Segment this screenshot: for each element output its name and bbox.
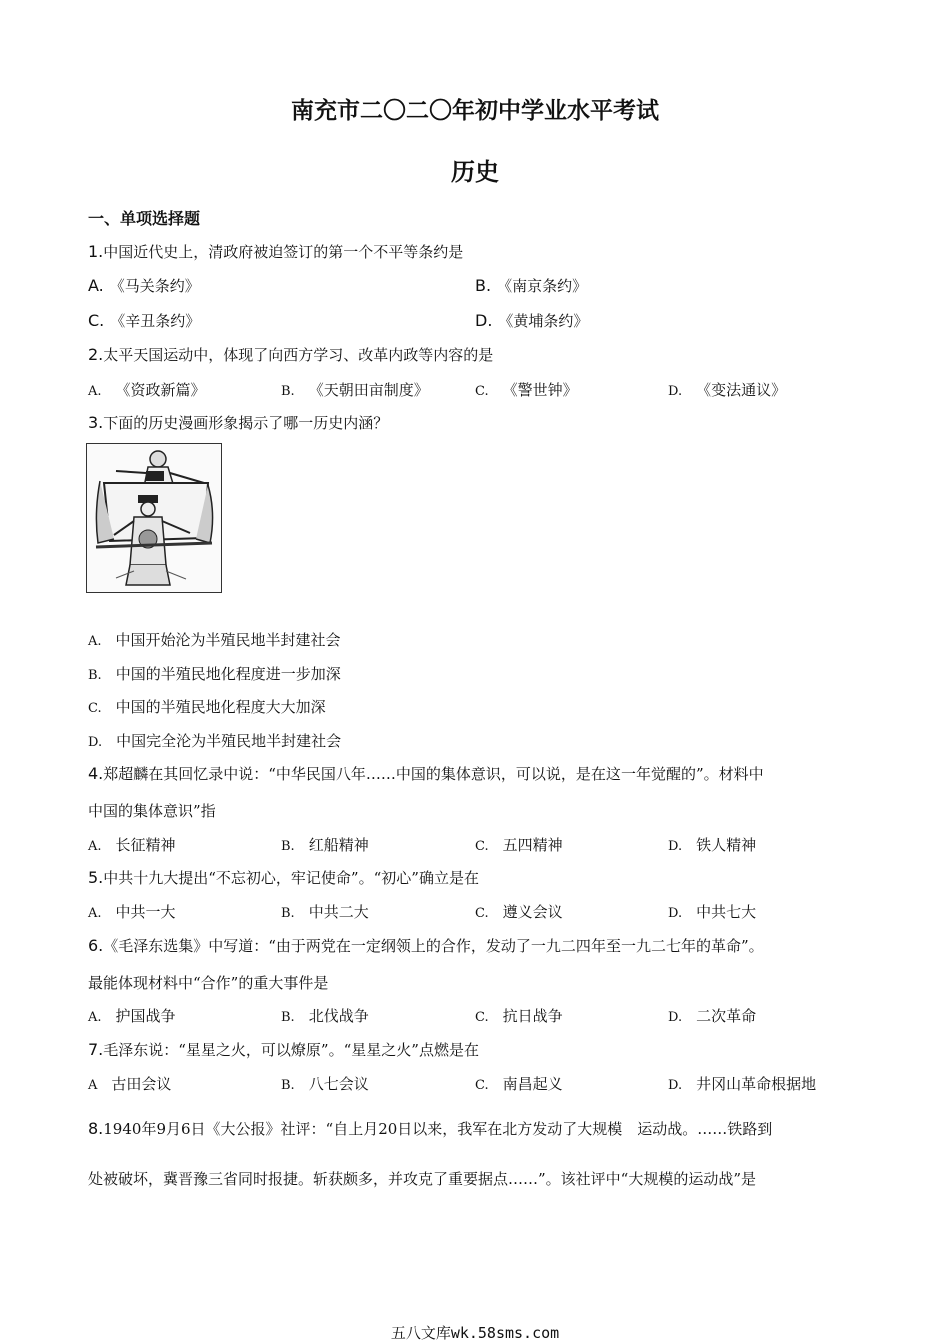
q5-option-d: D. 中共七大 <box>668 903 757 921</box>
q6-option-c: C. 抗日战争 <box>475 1007 563 1025</box>
q7-option-c: C. 南昌起义 <box>475 1075 563 1093</box>
q2-option-c: C. 《警世钟》 <box>475 381 578 399</box>
q3-option-b: B. 中国的半殖民地化程度进一步加深 <box>88 665 341 683</box>
question-1 <box>88 241 463 262</box>
q2-option-a: A. 《资政新篇》 <box>88 381 206 399</box>
q3-option-a: A. 中国开始沦为半殖民地半封建社会 <box>88 631 341 649</box>
exam-title: 南充市二〇二〇年初中学业水平考试 <box>291 98 659 124</box>
question-number: 1. <box>88 242 104 261</box>
subject-title: 历史 <box>451 158 499 186</box>
q7-option-b: B. 八七会议 <box>281 1075 369 1093</box>
section-heading: 一、单项选择题 <box>88 209 201 228</box>
question-number: 5. <box>88 868 104 887</box>
question-number: 3. <box>88 413 104 432</box>
question-6-continued: 最能体现材料中“合作”的重大事件是 <box>88 974 329 992</box>
question-text: 毛泽东说：“星星之火，可以燎原”。“星星之火”点燃是在 <box>103 1041 479 1059</box>
question-6 <box>88 935 764 956</box>
q2-option-b: B. 《天朝田亩制度》 <box>281 381 429 399</box>
question-4-continued: 中国的集体意识”指 <box>88 802 216 820</box>
history-cartoon-image <box>86 443 222 593</box>
question-text: 1940年9月6日《大公报》社评：“自上月20日以来，我军在北方发动了大规模 运动战。……铁路到 <box>103 1120 773 1138</box>
q2-option-d: D. 《变法通议》 <box>668 381 787 399</box>
q4-option-c: C. 五四精神 <box>475 836 563 854</box>
q1-option-a: A. 《马关条约》 <box>88 276 200 295</box>
question-4 <box>88 763 764 784</box>
q6-option-d: D. 二次革命 <box>668 1007 757 1025</box>
q3-option-d: D. 中国完全沦为半殖民地半封建社会 <box>88 732 342 750</box>
question-3 <box>88 412 388 433</box>
q4-option-d: D. 铁人精神 <box>668 836 757 854</box>
footer-watermark: 五八文库wk.58sms.com <box>390 1324 560 1342</box>
question-number: 6. <box>88 936 104 955</box>
q1-option-d: D. 《黄埔条约》 <box>475 311 589 330</box>
q5-option-c: C. 遵义会议 <box>475 903 563 921</box>
question-text: 太平天国运动中，体现了向西方学习、改革内政等内容的是 <box>103 346 494 364</box>
question-5 <box>88 867 479 888</box>
question-number: 7. <box>88 1040 104 1059</box>
q1-option-b: B. 《南京条约》 <box>475 276 588 295</box>
question-text: 中国近代史上，清政府被迫签订的第一个不平等条约是 <box>103 243 464 261</box>
q6-option-a: A. 护国战争 <box>88 1007 176 1025</box>
question-2 <box>88 344 493 365</box>
q7-option-a: A 古田会议 <box>88 1075 172 1093</box>
q7-option-d: D. 井冈山革命根据地 <box>668 1075 817 1093</box>
question-text: 郑超麟在其回忆录中说：“中华民国八年……中国的集体意识，可以说，是在这一年觉醒的”。材料中 <box>103 765 764 783</box>
question-text: 下面的历史漫画形象揭示了哪一历史内涵？ <box>103 414 389 432</box>
question-number: 8. <box>88 1119 104 1138</box>
q5-option-b: B. 中共二大 <box>281 903 369 921</box>
q3-option-c: C. 中国的半殖民地化程度大大加深 <box>88 698 326 716</box>
question-text: 中共十九大提出“不忘初心，牢记使命”。“初心”确立是在 <box>103 869 479 887</box>
question-8 <box>88 1118 772 1139</box>
question-number: 4. <box>88 764 104 783</box>
q4-option-a: A. 长征精神 <box>88 836 176 854</box>
question-number: 2. <box>88 345 104 364</box>
q5-option-a: A. 中共一大 <box>88 903 176 921</box>
q4-option-b: B. 红船精神 <box>281 836 369 854</box>
question-7 <box>88 1039 479 1060</box>
question-text: 《毛泽东选集》中写道：“由于两党在一定纲领上的合作，发动了一九二四年至一九二七年的革命”。 <box>103 937 764 955</box>
q1-option-c: C. 《辛丑条约》 <box>88 311 201 330</box>
q6-option-b: B. 北伐战争 <box>281 1007 369 1025</box>
question-8-continued: 处被破坏，冀晋豫三省同时报捷。斩获颇多，并攻克了重要据点……”。该社评中“大规模的运动战”是 <box>88 1170 757 1188</box>
